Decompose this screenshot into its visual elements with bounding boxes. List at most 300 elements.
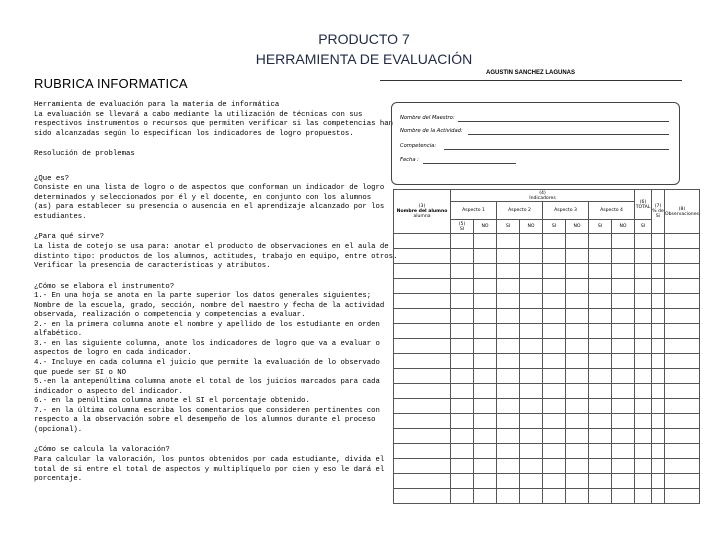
checklist-cell[interactable] [543, 489, 566, 504]
checklist-cell[interactable] [652, 429, 665, 444]
teacher-row [400, 115, 669, 123]
checklist-body [394, 190, 700, 504]
checklist-cell[interactable] [589, 294, 612, 309]
text-line: Verificar la presencia de características y atributos. [34, 262, 271, 271]
text-line: respecto a la observación sobre el desempeño de los alumnos durante el proceso [34, 416, 376, 425]
checklist-cell[interactable] [652, 294, 665, 309]
checklist-cell[interactable] [589, 264, 612, 279]
checklist-cell[interactable] [520, 459, 543, 474]
checklist-cell[interactable] [566, 294, 589, 309]
checklist-cell[interactable] [451, 429, 474, 444]
checklist-cell[interactable] [520, 429, 543, 444]
checklist-cell[interactable] [665, 444, 700, 459]
checklist-cell[interactable] [520, 249, 543, 264]
checklist-cell[interactable] [612, 294, 635, 309]
student-row [394, 474, 700, 489]
checklist-cell[interactable] [665, 279, 700, 294]
what-for-paragraph [34, 233, 398, 271]
checklist-cell[interactable] [635, 264, 652, 279]
date-row [400, 157, 669, 165]
checklist-cell[interactable] [543, 384, 566, 399]
no-header: NO [612, 220, 635, 234]
checklist-cell[interactable] [589, 444, 612, 459]
student-name-cell[interactable] [394, 249, 451, 264]
checklist-cell[interactable] [520, 414, 543, 429]
what-is-paragraph [34, 174, 385, 223]
student-row [394, 489, 700, 504]
checklist-cell[interactable] [612, 459, 635, 474]
student-row [394, 234, 700, 249]
checklist-cell[interactable] [451, 489, 474, 504]
checklist-cell[interactable] [612, 414, 635, 429]
checklist-cell[interactable] [589, 474, 612, 489]
checklist-cell[interactable] [520, 309, 543, 324]
checklist-cell[interactable] [566, 309, 589, 324]
student-name-cell[interactable] [394, 414, 451, 429]
checklist-cell[interactable] [589, 339, 612, 354]
checklist-cell[interactable] [665, 309, 700, 324]
checklist-cell[interactable] [635, 444, 652, 459]
checklist-cell[interactable] [612, 234, 635, 249]
checklist-cell[interactable] [665, 294, 700, 309]
checklist-cell[interactable] [543, 399, 566, 414]
checklist-cell[interactable] [520, 279, 543, 294]
text-line: (opcional). [34, 425, 83, 434]
si-header: SI [497, 220, 520, 234]
checklist-cell[interactable] [497, 414, 520, 429]
checklist-cell[interactable] [474, 279, 497, 294]
total-si-header: SI [635, 220, 652, 234]
checklist-cell[interactable] [652, 414, 665, 429]
checklist-cell[interactable] [566, 249, 589, 264]
checklist-cell[interactable] [497, 369, 520, 384]
checklist-cell[interactable] [589, 249, 612, 264]
indicator-header-row [394, 190, 700, 202]
checklist-cell[interactable] [665, 474, 700, 489]
checklist-cell[interactable] [635, 354, 652, 369]
checklist-cell[interactable] [612, 324, 635, 339]
checklist-cell[interactable] [543, 429, 566, 444]
checklist-cell[interactable] [566, 399, 589, 414]
student-row [394, 309, 700, 324]
aspect-3-header: Aspecto 3 [543, 202, 589, 220]
text-line: ¿Cómo se elabora el instrumento? [34, 282, 175, 291]
checklist-cell[interactable] [497, 444, 520, 459]
si-header: (5) SI [451, 220, 474, 234]
checklist-cell[interactable] [543, 339, 566, 354]
checklist-cell[interactable] [497, 294, 520, 309]
student-name-cell[interactable] [394, 354, 451, 369]
checklist-cell[interactable] [566, 324, 589, 339]
checklist-cell[interactable] [665, 399, 700, 414]
date-label: Fecha : [400, 157, 419, 163]
problem-solving-heading: Resolución de problemas [34, 150, 135, 159]
checklist-cell[interactable] [474, 384, 497, 399]
checklist-cell[interactable] [474, 414, 497, 429]
checklist-cell[interactable] [566, 234, 589, 249]
checklist-cell[interactable] [665, 429, 700, 444]
checklist-cell[interactable] [520, 399, 543, 414]
percent-header: (7) % de Si [652, 190, 665, 234]
checklist-cell[interactable] [520, 294, 543, 309]
checklist-cell[interactable] [612, 339, 635, 354]
text-line: Nombre de la escuela, grado, sección, nombre del maestro y fecha de la actividad [34, 301, 385, 310]
checklist-cell[interactable] [474, 309, 497, 324]
checklist-cell[interactable] [665, 459, 700, 474]
checklist-cell[interactable] [665, 324, 700, 339]
checklist-cell[interactable] [612, 489, 635, 504]
checklist-cell[interactable] [612, 369, 635, 384]
checklist-cell[interactable] [589, 279, 612, 294]
text-line: 2.- en la primera columna anote el nombre y apellido de los estudiante en orden [34, 320, 380, 329]
student-row [394, 384, 700, 399]
product-title: PRODUCTO 7 [318, 31, 410, 47]
checklist-cell[interactable] [451, 264, 474, 279]
checklist-cell[interactable] [635, 339, 652, 354]
checklist-cell[interactable] [566, 264, 589, 279]
checklist-cell[interactable] [543, 249, 566, 264]
teacher-line [458, 121, 669, 122]
checklist-cell[interactable] [451, 324, 474, 339]
checklist-cell[interactable] [612, 399, 635, 414]
checklist-cell[interactable] [635, 294, 652, 309]
checklist-cell[interactable] [543, 324, 566, 339]
student-name-cell[interactable] [394, 444, 451, 459]
checklist-cell[interactable] [665, 414, 700, 429]
text-line: Consiste en una lista de logro o de aspectos que conforman un indicador de logro [34, 184, 385, 193]
checklist-cell[interactable] [451, 384, 474, 399]
checklist-cell[interactable] [589, 354, 612, 369]
checklist-cell[interactable] [474, 249, 497, 264]
checklist-cell[interactable] [652, 354, 665, 369]
checklist-cell[interactable] [543, 234, 566, 249]
checklist-cell[interactable] [520, 489, 543, 504]
checklist-cell[interactable] [635, 429, 652, 444]
author-name: AGUSTIN SANCHEZ LAGUNAS [486, 70, 576, 76]
checklist-cell[interactable] [543, 354, 566, 369]
text-line: 1.- En una hoja se anota en la parte superior los datos generales siguientes; [34, 292, 372, 301]
checklist-cell[interactable] [497, 264, 520, 279]
checklist-cell[interactable] [652, 369, 665, 384]
text-line: indicador o aspecto del indicador. [34, 387, 183, 396]
text-line: que puede ser SI o NO [34, 368, 126, 377]
checklist-cell[interactable] [635, 324, 652, 339]
checklist-cell[interactable] [451, 234, 474, 249]
checklist-cell[interactable] [474, 369, 497, 384]
checklist-cell[interactable] [543, 459, 566, 474]
text-line: estudiantes. [34, 212, 87, 221]
text-line: 6.- en la penúltima columna anote el SI el porcentaje obtenido. [34, 397, 310, 406]
checklist-cell[interactable] [497, 459, 520, 474]
checklist-cell[interactable] [451, 279, 474, 294]
checklist-cell[interactable] [566, 384, 589, 399]
competency-row [400, 143, 669, 151]
checklist-cell[interactable] [566, 489, 589, 504]
checklist-cell[interactable] [635, 489, 652, 504]
checklist-cell[interactable] [497, 249, 520, 264]
checklist-cell[interactable] [612, 384, 635, 399]
checklist-cell[interactable] [635, 384, 652, 399]
no-header: NO [474, 220, 497, 234]
checklist-cell[interactable] [589, 459, 612, 474]
checklist-cell[interactable] [451, 459, 474, 474]
checklist-cell[interactable] [497, 429, 520, 444]
student-name-cell[interactable] [394, 369, 451, 384]
checklist-cell[interactable] [451, 444, 474, 459]
text-line: Herramienta de evaluación para la materia de informática [34, 101, 280, 109]
text-line: La lista de cotejo se usa para: anotar el producto de observaciones en el aula de [34, 243, 389, 252]
text-line: observada, realización o competencia y competencias a evaluar. [34, 311, 306, 320]
date-line [423, 163, 516, 164]
author-divider [380, 80, 682, 81]
aspect-2-header: Aspecto 2 [497, 202, 543, 220]
tool-title: HERRAMIENTA DE EVALUACIÓN [255, 51, 473, 67]
si-header: SI [543, 220, 566, 234]
checklist-cell[interactable] [497, 384, 520, 399]
student-name-cell[interactable] [394, 324, 451, 339]
checklist-cell[interactable] [635, 309, 652, 324]
rubric-body [34, 101, 398, 496]
checklist-cell[interactable] [635, 279, 652, 294]
student-row [394, 249, 700, 264]
student-name-cell[interactable] [394, 459, 451, 474]
checklist-cell[interactable] [543, 369, 566, 384]
checklist-cell[interactable] [497, 324, 520, 339]
no-header: NO [566, 220, 589, 234]
checklist-cell[interactable] [566, 339, 589, 354]
checklist-cell[interactable] [543, 294, 566, 309]
checklist-cell[interactable] [497, 234, 520, 249]
checklist-cell[interactable] [451, 474, 474, 489]
checklist-cell[interactable] [520, 264, 543, 279]
checklist-cell[interactable] [612, 354, 635, 369]
checklist-cell[interactable] [474, 429, 497, 444]
student-name-cell[interactable] [394, 309, 451, 324]
teacher-info-box [391, 102, 680, 185]
student-row [394, 294, 700, 309]
checklist-cell[interactable] [520, 234, 543, 249]
checklist-cell[interactable] [474, 324, 497, 339]
checklist-cell[interactable] [635, 249, 652, 264]
checklist-cell[interactable] [665, 369, 700, 384]
checklist-cell[interactable] [451, 294, 474, 309]
student-row [394, 369, 700, 384]
checklist-cell[interactable] [589, 234, 612, 249]
checklist-cell[interactable] [566, 429, 589, 444]
checklist-cell[interactable] [612, 249, 635, 264]
student-name-header: (3) Nombre del alumno alumna [394, 190, 451, 234]
checklist-cell[interactable] [612, 444, 635, 459]
checklist-cell[interactable] [652, 474, 665, 489]
checklist-cell[interactable] [474, 339, 497, 354]
checklist-cell[interactable] [612, 429, 635, 444]
checklist-cell[interactable] [543, 474, 566, 489]
no-header: NO [520, 220, 543, 234]
checklist-cell[interactable] [589, 429, 612, 444]
checklist-cell[interactable] [451, 414, 474, 429]
checklist-cell[interactable] [451, 249, 474, 264]
student-row [394, 399, 700, 414]
checklist-cell[interactable] [474, 264, 497, 279]
student-name-cell[interactable] [394, 339, 451, 354]
student-row [394, 354, 700, 369]
checklist-cell[interactable] [589, 369, 612, 384]
checklist-cell[interactable] [589, 309, 612, 324]
checklist-cell[interactable] [474, 234, 497, 249]
checklist-cell[interactable] [665, 354, 700, 369]
checklist-cell[interactable] [520, 354, 543, 369]
checklist-cell[interactable] [652, 444, 665, 459]
checklist-cell[interactable] [589, 489, 612, 504]
checklist-cell[interactable] [652, 264, 665, 279]
student-row [394, 459, 700, 474]
checklist-cell[interactable] [635, 459, 652, 474]
student-name-cell[interactable] [394, 264, 451, 279]
student-row [394, 429, 700, 444]
text-line: distinto tipo: productos de los alumnos, actitudes, trabajo en equipo, entre otros. [34, 252, 398, 261]
checklist-cell[interactable] [474, 444, 497, 459]
checklist-cell[interactable] [635, 414, 652, 429]
checklist-cell[interactable] [566, 474, 589, 489]
student-name-cell[interactable] [394, 399, 451, 414]
checklist-cell[interactable] [665, 264, 700, 279]
checklist-cell[interactable] [652, 489, 665, 504]
checklist-cell[interactable] [497, 474, 520, 489]
student-name-cell[interactable] [394, 279, 451, 294]
checklist-cell[interactable] [474, 399, 497, 414]
student-row [394, 414, 700, 429]
student-row [394, 324, 700, 339]
checklist-cell[interactable] [474, 294, 497, 309]
checklist-cell[interactable] [451, 399, 474, 414]
text-line: ¿Cómo se calcula la valoración? [34, 446, 170, 455]
checklist-cell[interactable] [520, 444, 543, 459]
checklist-cell[interactable] [652, 399, 665, 414]
checklist-cell[interactable] [474, 354, 497, 369]
checklist-cell[interactable] [566, 369, 589, 384]
competency-label: Competencia: [400, 143, 437, 149]
student-name-cell[interactable] [394, 429, 451, 444]
text-line: respectivos instrumentos o recursos que permiten verificar si las competencias han [34, 120, 394, 129]
checklist-cell[interactable] [589, 414, 612, 429]
checklist-cell[interactable] [497, 339, 520, 354]
checklist-cell[interactable] [665, 339, 700, 354]
student-name-cell[interactable] [394, 474, 451, 489]
checklist-cell[interactable] [543, 414, 566, 429]
checklist-cell[interactable] [543, 279, 566, 294]
text-line: ¿Que es? [34, 174, 70, 183]
checklist-cell[interactable] [652, 384, 665, 399]
checklist-cell[interactable] [543, 444, 566, 459]
checklist-cell[interactable] [665, 234, 700, 249]
checklist-cell[interactable] [520, 474, 543, 489]
checklist-cell[interactable] [652, 249, 665, 264]
checklist-cell[interactable] [635, 474, 652, 489]
checklist-cell[interactable] [497, 399, 520, 414]
competency-line [444, 149, 669, 150]
checklist-cell[interactable] [520, 384, 543, 399]
checklist-cell[interactable] [566, 414, 589, 429]
si-header: SI [589, 220, 612, 234]
checklist-cell[interactable] [589, 324, 612, 339]
checklist-cell[interactable] [520, 324, 543, 339]
text-line: 5.-en la antepenúltima columna anote el total de los juicios marcados para cada [34, 378, 380, 387]
checklist-cell[interactable] [665, 249, 700, 264]
checklist-cell[interactable] [612, 279, 635, 294]
checklist-cell[interactable] [566, 444, 589, 459]
checklist-cell[interactable] [451, 354, 474, 369]
text-line: 7.- en la última columna escriba los comentarios que consideren pertinentes con [34, 406, 380, 415]
student-row [394, 444, 700, 459]
checklist-cell[interactable] [451, 369, 474, 384]
checklist-cell[interactable] [474, 474, 497, 489]
checklist-cell[interactable] [652, 279, 665, 294]
checklist-cell[interactable] [566, 459, 589, 474]
text-line: 3.- en las siguiente columna, anote los indicadores de logro que va a evaluar o [34, 339, 380, 348]
checklist-cell[interactable] [543, 309, 566, 324]
student-name-cell[interactable] [394, 489, 451, 504]
student-row [394, 279, 700, 294]
checklist-cell[interactable] [566, 279, 589, 294]
checklist-cell[interactable] [543, 264, 566, 279]
checklist-cell[interactable] [520, 339, 543, 354]
checklist-cell[interactable] [665, 489, 700, 504]
checklist-cell[interactable] [652, 234, 665, 249]
checklist-cell[interactable] [652, 324, 665, 339]
checklist-cell[interactable] [612, 309, 635, 324]
teacher-label: Nombre del Maestro: [400, 115, 455, 121]
text-line: alfabético. [34, 330, 83, 339]
valuation-paragraph [34, 446, 385, 484]
checklist-cell[interactable] [589, 384, 612, 399]
text-line: 4.- Incluye en cada columna el juicio que permite la evaluación de lo observado [34, 359, 380, 368]
text-line: (as) para establecer su presencia o ausencia en el aprendizaje alcanzado por los [34, 203, 385, 212]
checklist-cell[interactable] [652, 459, 665, 474]
checklist-cell[interactable] [451, 339, 474, 354]
checklist-cell[interactable] [497, 489, 520, 504]
checklist-cell[interactable] [566, 354, 589, 369]
observations-header: (8) Observaciones [665, 190, 700, 234]
checklist-cell[interactable] [612, 474, 635, 489]
text-line: porcentaje. [34, 475, 83, 484]
text-line: aspectos de logro en cada indicador. [34, 349, 192, 358]
checklist-cell[interactable] [635, 369, 652, 384]
checklist-cell[interactable] [635, 234, 652, 249]
student-name-cell[interactable] [394, 234, 451, 249]
checklist-cell[interactable] [497, 309, 520, 324]
student-name-cell[interactable] [394, 384, 451, 399]
checklist-cell[interactable] [589, 399, 612, 414]
checklist-cell[interactable] [635, 399, 652, 414]
intro-paragraph [34, 101, 394, 139]
how-made-paragraph [34, 282, 385, 436]
checklist-cell[interactable] [520, 369, 543, 384]
checklist-cell[interactable] [497, 279, 520, 294]
checklist-cell[interactable] [652, 309, 665, 324]
text-line: Para calcular la valoración, los puntos obtenidos por cada estudiante, divida el [34, 455, 385, 464]
checklist-cell[interactable] [474, 459, 497, 474]
checklist-cell[interactable] [451, 309, 474, 324]
activity-row [400, 128, 669, 136]
aspect-4-header: Aspecto 4 [589, 202, 635, 220]
checklist-cell[interactable] [665, 384, 700, 399]
checklist-cell[interactable] [612, 264, 635, 279]
student-name-cell[interactable] [394, 294, 451, 309]
checklist-cell[interactable] [497, 354, 520, 369]
checklist-cell[interactable] [474, 489, 497, 504]
checklist-cell[interactable] [652, 339, 665, 354]
text-line: sido alcanzadas según lo especifican los indicadores de logro propuestos. [34, 129, 354, 138]
